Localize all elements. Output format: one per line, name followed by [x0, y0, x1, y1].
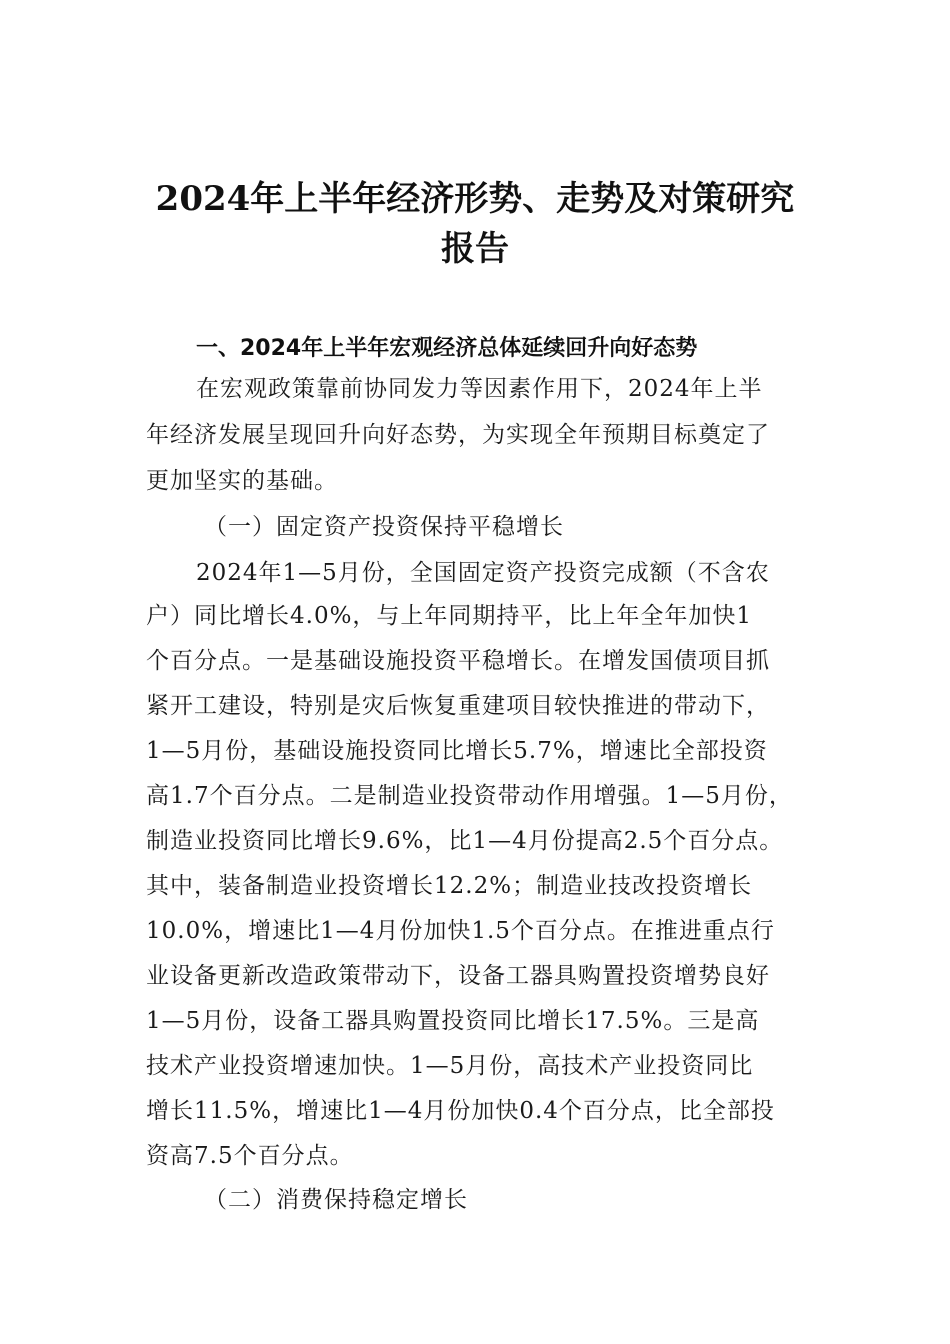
- paragraph-line: 户）同比增长4.0%，与上年同期持平，比上年全年加快1: [146, 603, 753, 629]
- paragraph-line: 技术产业投资增速加快。1—5月份，高技术产业投资同比: [146, 1053, 754, 1079]
- paragraph-line: 制造业投资同比增长9.6%，比1—4月份提高2.5个百分点。: [146, 828, 784, 854]
- paragraph-line: 年经济发展呈现回升向好态势，为实现全年预期目标奠定了: [146, 422, 770, 448]
- document-title-line-1: 2024年上半年经济形势、走势及对策研究: [155, 179, 795, 219]
- paragraph-line: 1—5月份，设备工器具购置投资同比增长17.5%。三是高: [146, 1008, 760, 1034]
- paragraph-line: 增长11.5%，增速比1—4月份加快0.4个百分点，比全部投: [146, 1098, 775, 1124]
- paragraph-line: 个百分点。一是基础设施投资平稳增长。在增发国债项目抓: [146, 648, 770, 674]
- document-title-line-2: 报告: [441, 229, 509, 269]
- paragraph-line: 其中，装备制造业投资增长12.2%；制造业技改投资增长: [146, 873, 753, 899]
- paragraph-line: 1—5月份，基础设施投资同比增长5.7%，增速比全部投资: [146, 738, 768, 764]
- subsection-heading-2: （二）消费保持稳定增长: [204, 1187, 468, 1213]
- paragraph-line: 资高7.5个百分点。: [146, 1143, 354, 1169]
- paragraph-line: 业设备更新改造政策带动下，设备工器具购置投资增势良好: [146, 963, 770, 989]
- paragraph-line: 在宏观政策靠前协同发力等因素作用下，2024年上半: [196, 376, 763, 402]
- paragraph-line: 2024年1—5月份，全国固定资产投资完成额（不含农: [196, 560, 770, 586]
- subsection-heading-1: （一）固定资产投资保持平稳增长: [204, 514, 564, 540]
- paragraph-line: 10.0%，增速比1—4月份加快1.5个百分点。在推进重点行: [146, 918, 775, 944]
- section-heading-1: 一、2024年上半年宏观经济总体延续回升向好态势: [196, 336, 698, 361]
- paragraph-line: 更加坚实的基础。: [146, 468, 338, 494]
- paragraph-line: 紧开工建设，特别是灾后恢复重建项目较快推进的带动下，: [146, 693, 770, 719]
- paragraph-line: 高1.7个百分点。二是制造业投资带动作用增强。1—5月份，: [146, 783, 793, 809]
